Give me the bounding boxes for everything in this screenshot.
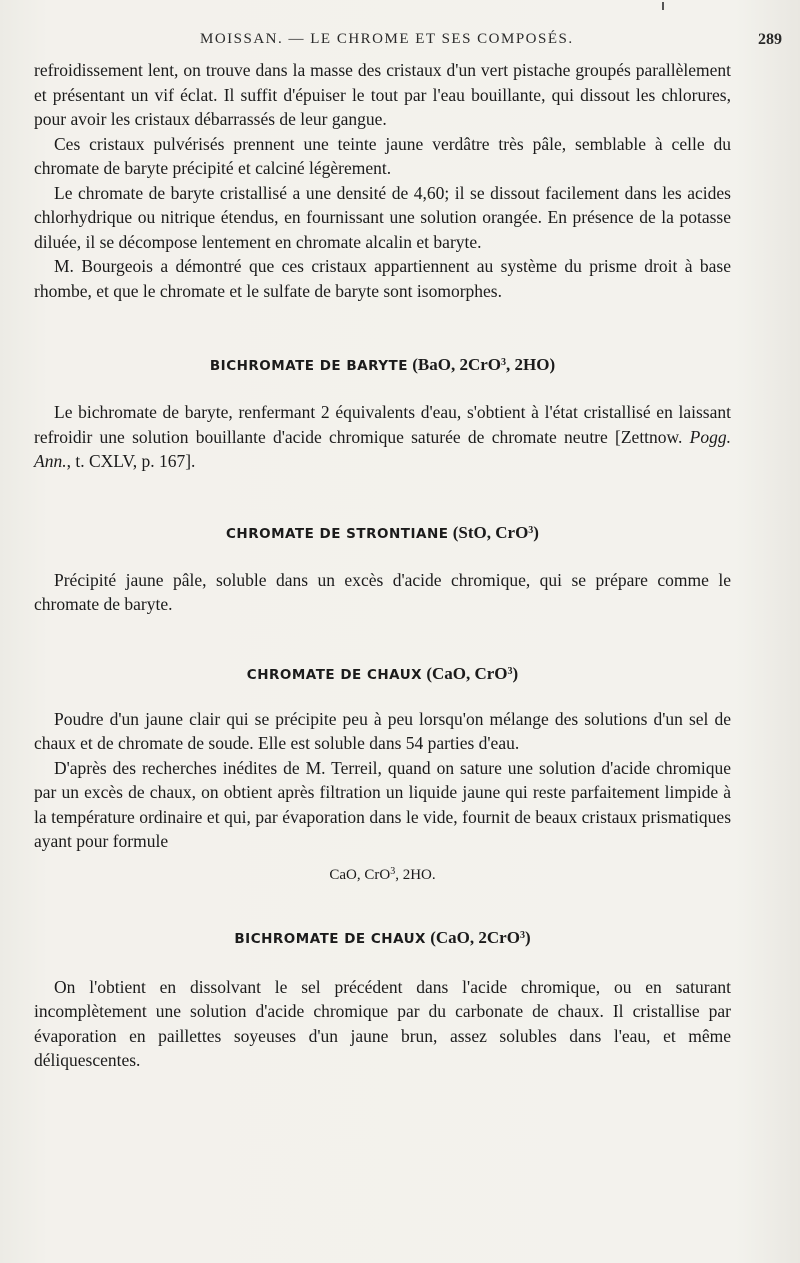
ink-mark (662, 2, 664, 10)
paragraph: Précipité jaune pâle, soluble dans un excès d'acide chromique, qui se prépare comme le chromate de baryte. (34, 569, 731, 614)
paragraph: M. Bourgeois a démontré que ces cristaux appartiennent au système du prisme droit à base rhombe, et que le chromate et le sulfate de baryte sont isomorphes. (34, 256, 731, 301)
section-formula: (BaO, 2CrO$^3$, 2HO) (412, 355, 556, 374)
page-number: 289 (758, 31, 782, 48)
paragraph: Poudre d'un jaune clair qui se précipite peu à peu lorsqu'on mélange des solutions d'un sel de chaux et de chromate de soude. Elle est soluble dans 54 parties d'eau. (34, 708, 731, 753)
paragraph: D'après des recherches inédites de M. Terreil, quand on sature une solution d'acide chromique par un excès de chaux, on obtient après filtration un liquide jaune qui reste parfaitement limpide à la température ordinaire et qui, par évaporation dans le vide, fournit de beaux cristaux prismatiques ayant pour formule (34, 757, 731, 851)
section-title: CHROMATE DE CHAUX (246, 666, 423, 683)
page-body (34, 58, 731, 1073)
citation: Pogg. Ann. (34, 426, 731, 471)
section-heading-bichromate-baryte (34, 353, 731, 378)
section-heading-bichromate-chaux (34, 926, 731, 951)
section-title: BICHROMATE DE CHAUX (234, 930, 426, 947)
paragraph-continuation: refroidissement lent, on trouve dans la masse des cristaux d'un vert pistache groupés parallèlement et présentant un vif éclat. Il suffit d'épuiser le tout par l'eau bouillante, qui dissout les chlorures, pour avoir les cristaux débarrassés de leur gangue. (34, 60, 731, 129)
section-heading-chromate-chaux (34, 662, 731, 687)
paragraph: Le chromate de baryte cristallisé a une densité de 4,60; il se dissout facilement dans les acides chlorhydrique ou nitrique étendus, en fournissant une solution orangée. En présence de la potasse diluée, il se décompose lentement en chromate alcalin et baryte. (34, 182, 731, 252)
running-head: MOISSAN. — LE CHROME ET SES COMPOSÉS. (200, 31, 574, 47)
section-title: BICHROMATE DE BARYTE (209, 358, 408, 374)
section-formula: (CaO, CrO$^3$) (426, 663, 519, 683)
paragraph: On l'obtient en dissolvant le sel précédent dans l'acide chromique, ou en saturant incomplètement une solution d'acide chromique par du carbonate de chaux. Il cristallise par évaporation en paillettes soyeuses d'un jaune brun, assez solubles dans l'eau, et même déliquescentes. (34, 976, 731, 1070)
formula-line: CaO, CrO$^3$, 2HO. (329, 865, 436, 883)
section-heading-chromate-strontiane (34, 521, 731, 546)
section-title: CHROMATE DE STRONTIANE (226, 525, 449, 542)
section-formula: (CaO, 2CrO$^3$) (430, 927, 531, 947)
page-header (0, 28, 800, 54)
paragraph: Le bichromate de baryte, renfermant 2 équivalents d'eau, s'obtient à l'état cristallisé en laissant refroidir une solution bouillante d'acide chromique saturée de chromate neutre [Zettnow. Pogg. Ann., t. CXLV, p. 167]. (34, 402, 731, 471)
paragraph: Ces cristaux pulvérisés prennent une teinte jaune verdâtre très pâle, semblable à celle du chromate de baryte précipité et calciné légèrement. (34, 133, 731, 178)
section-formula: (StO, CrO$^3$) (452, 522, 539, 542)
